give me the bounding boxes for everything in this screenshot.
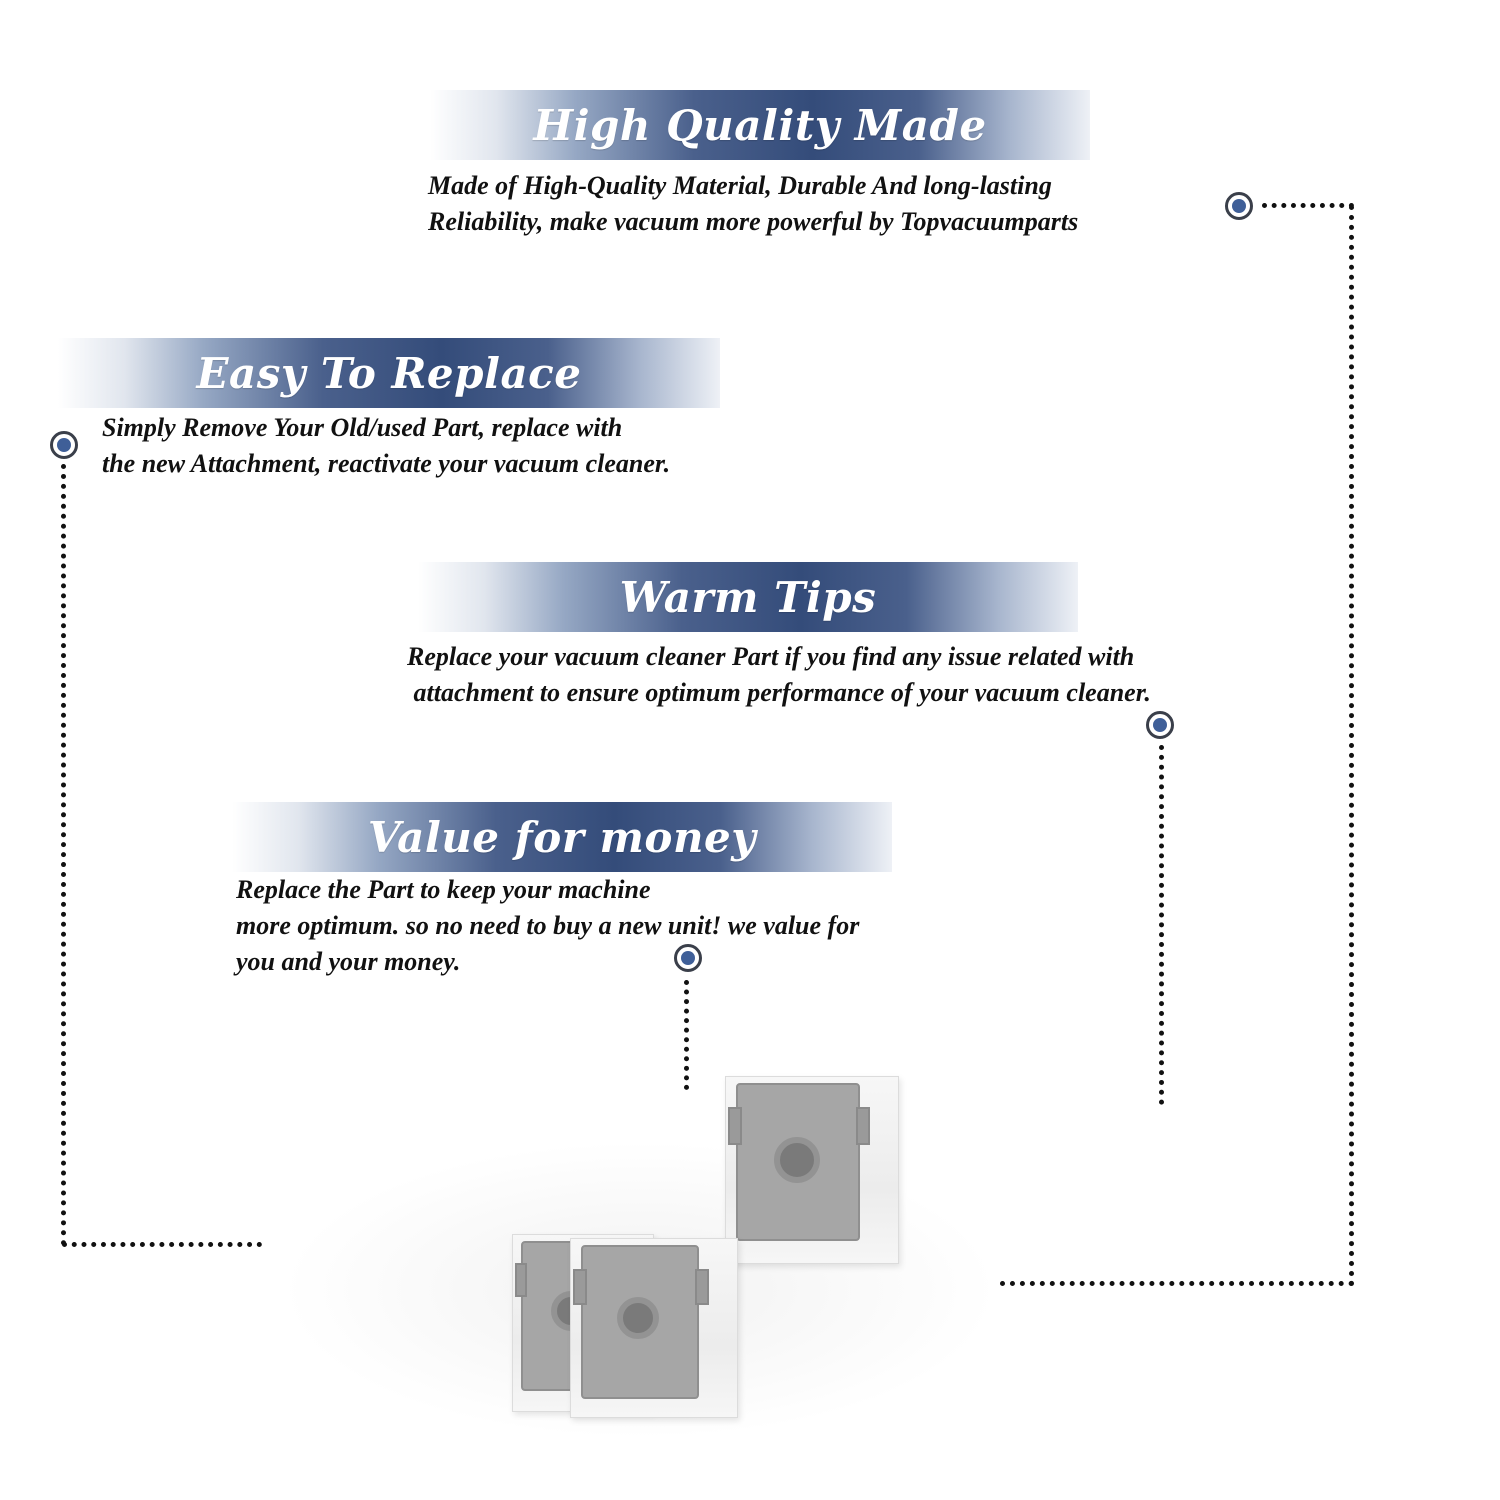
section-desc-warm-tips [407,639,1151,711]
section-desc-easy-replace [102,410,670,482]
circle-marker-icon [50,431,78,459]
circle-marker-icon [1225,192,1253,220]
desc-line: the new Attachment, reactivate your vacuum cleaner. [102,449,671,478]
banner-warm-tips [418,562,1078,632]
connector-dotted-line [1000,1281,1354,1286]
connector-dotted-line [684,980,689,1090]
banner-value-money [232,802,892,872]
section-title-value-money: Value for money [367,812,757,862]
section-title-high-quality: High Quality Made [533,100,987,150]
connector-dotted-line [1159,745,1164,1105]
desc-line: Replace the Part to keep your machine [236,875,651,904]
desc-line: attachment to ensure optimum performance of your vacuum cleaner. [407,678,1151,707]
section-title-easy-replace: Easy To Replace [196,348,582,398]
vacuum-bag-icon [570,1238,738,1418]
bag-plate [581,1245,699,1399]
desc-line: Reliability, make vacuum more powerful by Topvacuumparts [428,207,1079,236]
desc-line: Replace your vacuum cleaner Part if you find any issue related with [407,642,1135,671]
bag-plate [736,1083,860,1241]
desc-line: you and your money. [236,947,461,976]
banner-high-quality [430,90,1090,160]
banner-easy-replace [58,338,720,408]
circle-marker-icon [1146,711,1174,739]
connector-dotted-line [61,464,66,1246]
section-desc-high-quality [428,168,1078,240]
section-desc-value-money [236,872,859,980]
vacuum-bag-icon [725,1076,899,1264]
desc-line: more optimum. so no need to buy a new unit! we value for [236,911,860,940]
connector-dotted-line [62,1242,262,1247]
circle-marker-icon [674,944,702,972]
desc-line: Made of High-Quality Material, Durable And long-lasting [428,171,1052,200]
section-title-warm-tips: Warm Tips [619,572,877,622]
desc-line: Simply Remove Your Old/used Part, replace with [102,413,623,442]
connector-dotted-line [1262,203,1354,208]
connector-dotted-line [1349,205,1354,1287]
